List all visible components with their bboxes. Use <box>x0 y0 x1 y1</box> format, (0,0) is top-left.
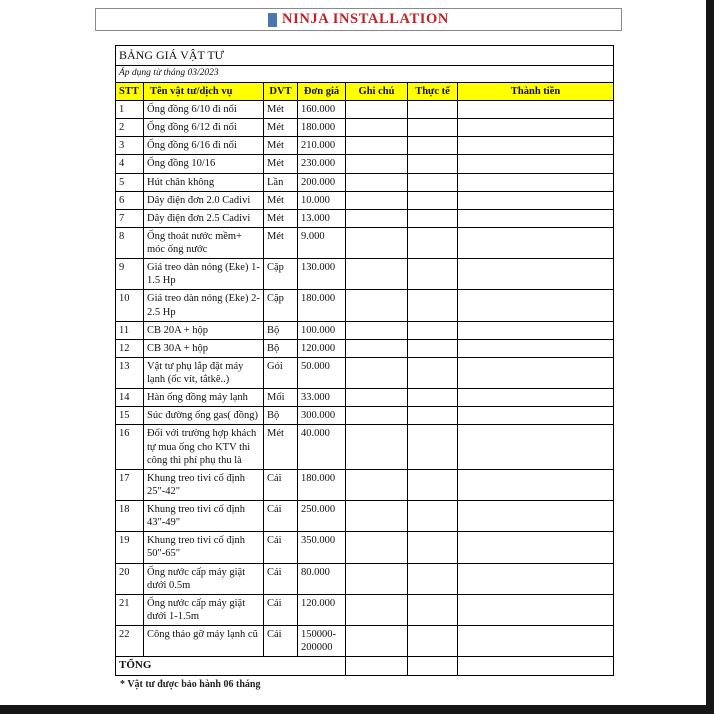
cell-total <box>458 532 614 563</box>
cell-stt: 14 <box>116 389 144 407</box>
col-header-name: Tên vật tư/dịch vụ <box>144 82 264 100</box>
cell-note <box>346 259 408 290</box>
cell-note <box>346 501 408 532</box>
table-row <box>116 191 614 209</box>
cell-stt: 16 <box>116 425 144 469</box>
cell-price: 180.000 <box>298 469 346 500</box>
cell-note <box>346 321 408 339</box>
cell-dvt: Mét <box>264 209 298 227</box>
cell-total <box>458 173 614 191</box>
cell-actual <box>408 626 458 657</box>
cell-price: 13.000 <box>298 209 346 227</box>
cell-actual <box>408 209 458 227</box>
cell-price: 160.000 <box>298 101 346 119</box>
table-row <box>116 259 614 290</box>
cell-dvt: Bộ <box>264 407 298 425</box>
cell-price: 130.000 <box>298 259 346 290</box>
cell-actual <box>408 389 458 407</box>
cell-dvt: Cái <box>264 532 298 563</box>
cell-dvt: Cái <box>264 501 298 532</box>
cell-dvt: Gói <box>264 357 298 388</box>
col-header-stt: STT <box>116 82 144 100</box>
cell-actual <box>408 119 458 137</box>
cell-price: 350.000 <box>298 532 346 563</box>
cell-price: 80.000 <box>298 563 346 594</box>
cell-name: Ống nước cấp máy giặt dưới 0.5m <box>144 563 264 594</box>
cell-note <box>346 290 408 321</box>
table-row <box>116 594 614 625</box>
cell-dvt: Mét <box>264 227 298 258</box>
cell-total <box>458 191 614 209</box>
price-table <box>115 45 614 676</box>
table-row <box>116 137 614 155</box>
cell-note <box>346 227 408 258</box>
cell-name: Vật tư phụ lắp đặt máy lạnh (ốc vít, tắtkê..) <box>144 357 264 388</box>
cell-actual <box>408 563 458 594</box>
cell-dvt: Mét <box>264 101 298 119</box>
cell-actual <box>408 594 458 625</box>
cell-total <box>458 155 614 173</box>
cell-note <box>346 339 408 357</box>
brand-logo-icon <box>268 13 277 27</box>
table-subtitle: Áp dụng từ tháng 03/2023 <box>116 66 614 83</box>
cell-stt: 22 <box>116 626 144 657</box>
cell-actual <box>408 173 458 191</box>
cell-total <box>458 339 614 357</box>
cell-note <box>346 209 408 227</box>
table-row <box>116 321 614 339</box>
cell-dvt: Cặp <box>264 290 298 321</box>
cell-actual <box>408 425 458 469</box>
cell-stt: 13 <box>116 357 144 388</box>
photo-edge-bottom <box>0 705 714 714</box>
cell-name: Ống đồng 6/16 đi nổi <box>144 137 264 155</box>
cell-note <box>346 173 408 191</box>
cell-name: Giá treo dàn nóng (Eke) 2-2.5 Hp <box>144 290 264 321</box>
cell-name: Dây điện đơn 2.5 Cadivi <box>144 209 264 227</box>
cell-name: Ống đồng 6/10 đi nổi <box>144 101 264 119</box>
table-row <box>116 119 614 137</box>
cell-price: 300.000 <box>298 407 346 425</box>
table-row <box>116 501 614 532</box>
cell-stt: 20 <box>116 563 144 594</box>
cell-price: 210.000 <box>298 137 346 155</box>
cell-total <box>458 101 614 119</box>
table-row <box>116 469 614 500</box>
cell-dvt: Cái <box>264 469 298 500</box>
cell-actual <box>408 357 458 388</box>
table-row <box>116 407 614 425</box>
cell-stt: 4 <box>116 155 144 173</box>
cell-dvt: Bộ <box>264 321 298 339</box>
cell-stt: 7 <box>116 209 144 227</box>
cell-total <box>458 119 614 137</box>
cell-total <box>458 563 614 594</box>
cell-stt: 5 <box>116 173 144 191</box>
cell-actual <box>408 137 458 155</box>
cell-dvt: Cái <box>264 563 298 594</box>
table-row <box>116 532 614 563</box>
cell-total <box>458 357 614 388</box>
cell-name: Khung treo tivi cố định 25"-42" <box>144 469 264 500</box>
brand-title: NINJA INSTALLATION <box>282 11 449 27</box>
cell-name: Ống đồng 10/16 <box>144 155 264 173</box>
cell-note <box>346 407 408 425</box>
cell-actual <box>408 532 458 563</box>
table-row <box>116 101 614 119</box>
cell-name: CB 20A + hộp <box>144 321 264 339</box>
cell-total <box>458 425 614 469</box>
cell-name: Ống đồng 6/12 đi nổi <box>144 119 264 137</box>
cell-dvt: Cặp <box>264 259 298 290</box>
cell-price: 120.000 <box>298 339 346 357</box>
cell-stt: 1 <box>116 101 144 119</box>
cell-price: 50.000 <box>298 357 346 388</box>
cell-price: 230.000 <box>298 155 346 173</box>
cell-price: 33.000 <box>298 389 346 407</box>
cell-stt: 12 <box>116 339 144 357</box>
cell-price: 150000-200000 <box>298 626 346 657</box>
cell-stt: 3 <box>116 137 144 155</box>
cell-total <box>458 501 614 532</box>
total-amount-cell <box>458 657 614 676</box>
cell-total <box>458 227 614 258</box>
cell-price: 120.000 <box>298 594 346 625</box>
cell-name: CB 30A + hộp <box>144 339 264 357</box>
cell-price: 200.000 <box>298 173 346 191</box>
table-row <box>116 155 614 173</box>
cell-note <box>346 594 408 625</box>
cell-stt: 2 <box>116 119 144 137</box>
cell-name: Ống nước cấp máy giặt dưới 1-1.5m <box>144 594 264 625</box>
cell-stt: 8 <box>116 227 144 258</box>
price-table-container <box>115 45 613 690</box>
cell-stt: 6 <box>116 191 144 209</box>
cell-total <box>458 209 614 227</box>
brand-header <box>95 8 622 31</box>
cell-dvt: Mét <box>264 191 298 209</box>
cell-total <box>458 321 614 339</box>
cell-name: Khung treo tivi cố định 50"-65" <box>144 532 264 563</box>
table-row <box>116 290 614 321</box>
cell-total <box>458 469 614 500</box>
table-row <box>116 209 614 227</box>
table-title-row <box>116 46 614 66</box>
cell-price: 180.000 <box>298 290 346 321</box>
cell-note <box>346 626 408 657</box>
cell-stt: 9 <box>116 259 144 290</box>
cell-stt: 17 <box>116 469 144 500</box>
table-row <box>116 425 614 469</box>
cell-actual <box>408 501 458 532</box>
cell-price: 100.000 <box>298 321 346 339</box>
cell-actual <box>408 290 458 321</box>
cell-stt: 11 <box>116 321 144 339</box>
cell-actual <box>408 155 458 173</box>
table-header-row <box>116 82 614 100</box>
cell-name: Đối với trường hợp khách tự mua ống cho KTV thì công thì phí phụ thu là <box>144 425 264 469</box>
cell-actual <box>408 339 458 357</box>
total-row <box>116 657 614 676</box>
cell-note <box>346 191 408 209</box>
cell-dvt: Mét <box>264 137 298 155</box>
table-subtitle-row <box>116 66 614 83</box>
cell-price: 250.000 <box>298 501 346 532</box>
cell-price: 40.000 <box>298 425 346 469</box>
cell-dvt: Lần <box>264 173 298 191</box>
table-row <box>116 339 614 357</box>
cell-total <box>458 407 614 425</box>
cell-stt: 15 <box>116 407 144 425</box>
cell-note <box>346 137 408 155</box>
cell-actual <box>408 191 458 209</box>
total-actual-cell <box>408 657 458 676</box>
cell-dvt: Mét <box>264 155 298 173</box>
cell-name: Khung treo tivi cố định 43"-49" <box>144 501 264 532</box>
cell-note <box>346 469 408 500</box>
cell-total <box>458 259 614 290</box>
cell-dvt: Bộ <box>264 339 298 357</box>
cell-stt: 21 <box>116 594 144 625</box>
cell-price: 9.000 <box>298 227 346 258</box>
cell-name: Ống thoát nước mềm+ móc ống nước <box>144 227 264 258</box>
cell-name: Hàn ống đồng máy lạnh <box>144 389 264 407</box>
col-header-total: Thành tiền <box>458 82 614 100</box>
cell-note <box>346 119 408 137</box>
table-title: BẢNG GIÁ VẬT TƯ <box>116 46 614 66</box>
cell-total <box>458 594 614 625</box>
cell-stt: 19 <box>116 532 144 563</box>
table-row <box>116 563 614 594</box>
cell-dvt: Mối <box>264 389 298 407</box>
table-row <box>116 227 614 258</box>
cell-price: 10.000 <box>298 191 346 209</box>
cell-price: 180.000 <box>298 119 346 137</box>
cell-total <box>458 137 614 155</box>
cell-name: Hút chân không <box>144 173 264 191</box>
cell-note <box>346 389 408 407</box>
col-header-note: Ghi chú <box>346 82 408 100</box>
cell-dvt: Cái <box>264 594 298 625</box>
cell-actual <box>408 407 458 425</box>
cell-note <box>346 155 408 173</box>
table-row <box>116 389 614 407</box>
cell-name: Công tháo gỡ máy lạnh cũ <box>144 626 264 657</box>
col-header-actual: Thực tế <box>408 82 458 100</box>
cell-total <box>458 389 614 407</box>
table-row <box>116 173 614 191</box>
cell-note <box>346 563 408 594</box>
cell-actual <box>408 259 458 290</box>
cell-name: Giá treo dàn nóng (Eke) 1-1.5 Hp <box>144 259 264 290</box>
cell-dvt: Cái <box>264 626 298 657</box>
photo-edge-right <box>706 0 714 714</box>
col-header-price: Đơn giá <box>298 82 346 100</box>
cell-note <box>346 425 408 469</box>
cell-dvt: Mét <box>264 425 298 469</box>
total-label: TỔNG <box>116 657 346 676</box>
cell-stt: 10 <box>116 290 144 321</box>
price-table-body <box>116 46 614 676</box>
cell-note <box>346 532 408 563</box>
cell-name: Súc đường ống gas( đồng) <box>144 407 264 425</box>
cell-actual <box>408 321 458 339</box>
table-row <box>116 357 614 388</box>
cell-actual <box>408 101 458 119</box>
cell-name: Dây điện đơn 2.0 Cadivi <box>144 191 264 209</box>
table-row <box>116 626 614 657</box>
footer-note: * Vật tư được bảo hành 06 tháng <box>120 679 261 690</box>
cell-note <box>346 357 408 388</box>
col-header-dvt: DVT <box>264 82 298 100</box>
total-note-cell <box>346 657 408 676</box>
cell-dvt: Mét <box>264 119 298 137</box>
cell-actual <box>408 469 458 500</box>
cell-total <box>458 626 614 657</box>
cell-note <box>346 101 408 119</box>
cell-stt: 18 <box>116 501 144 532</box>
cell-actual <box>408 227 458 258</box>
cell-total <box>458 290 614 321</box>
